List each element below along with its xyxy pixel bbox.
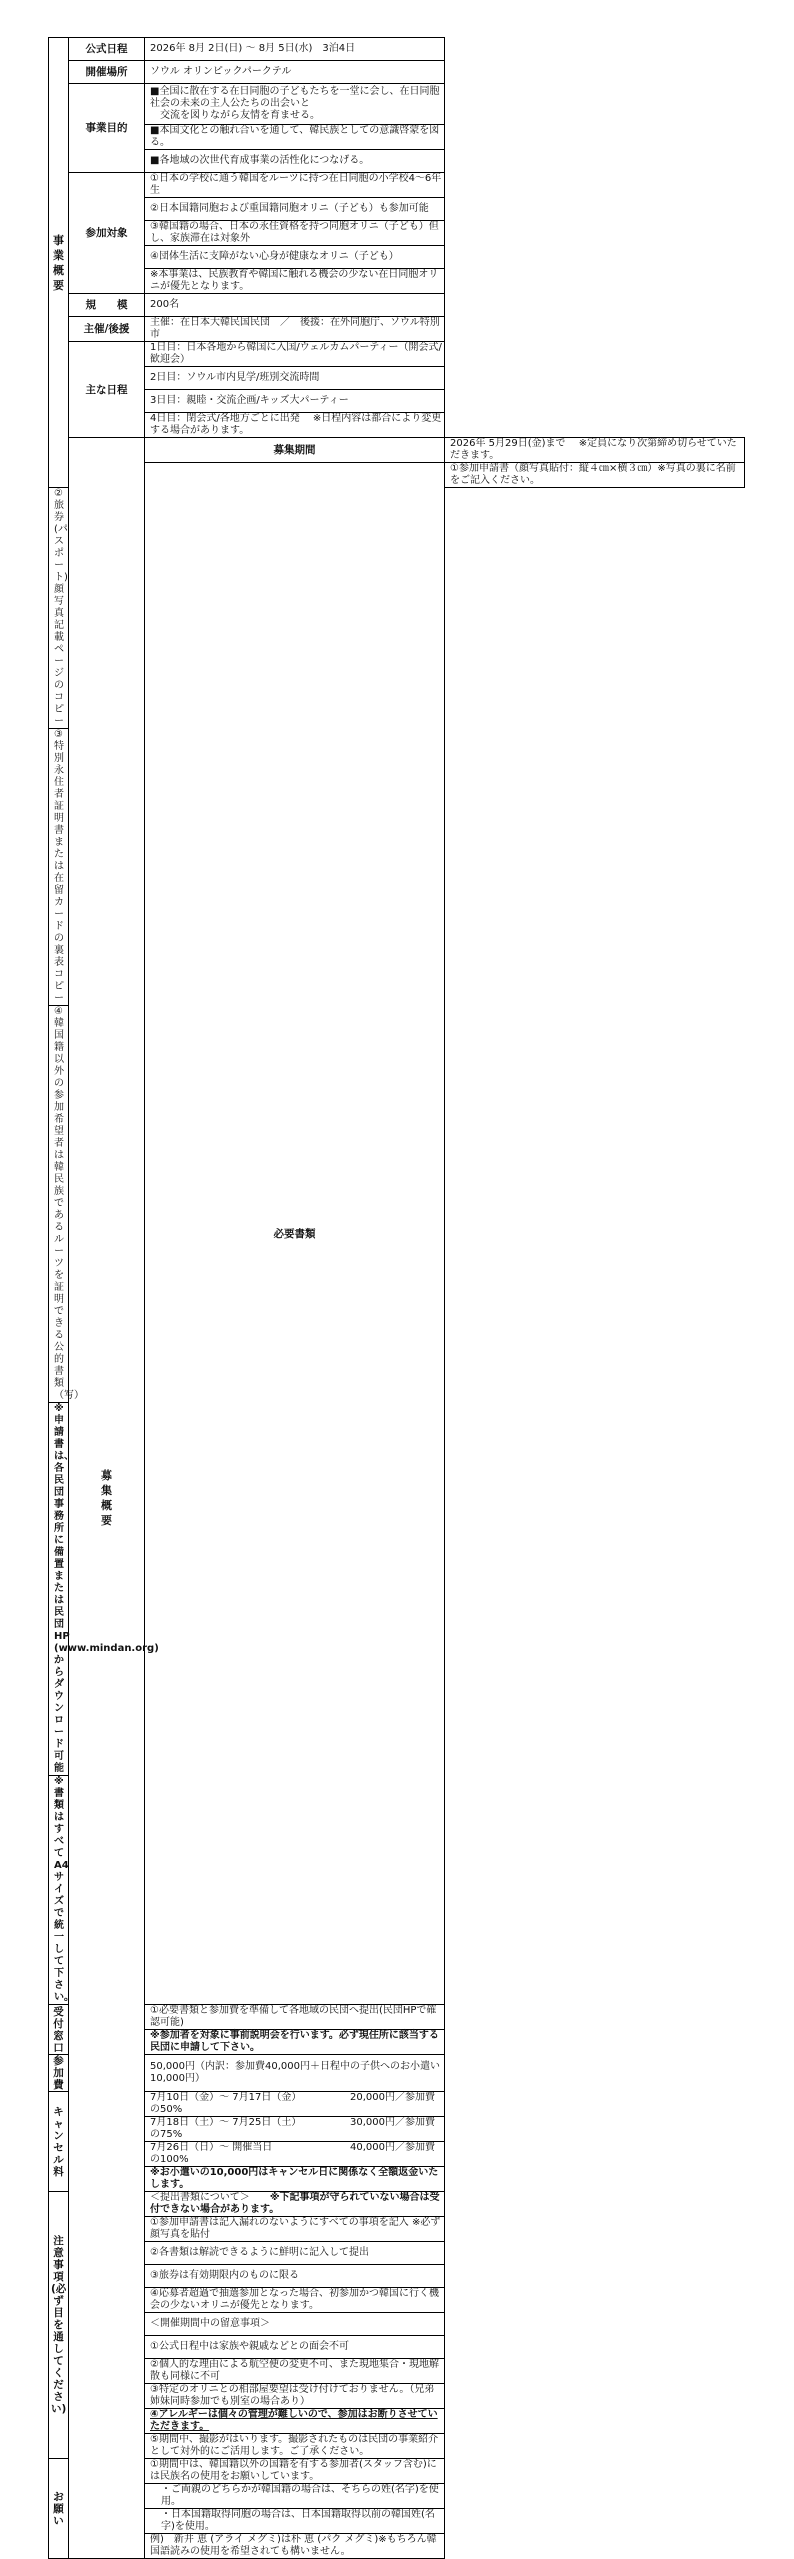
docs-item: ②旅券(パスポート)顔写真記載ページのコピー	[49, 488, 69, 729]
notes-submit-item: ③旅券は有効期限内のものに限る	[145, 2265, 445, 2288]
itinerary-label: 主な日程	[69, 342, 145, 438]
schedule-value: 2026年 8月 2日(日) ～ 8月 5日(水) 3泊4日	[145, 38, 445, 61]
notes-submit-item: ④応募者超過で抽選参加となった場合、初参加かつ韓国に行く機会の少ないオリニが優先となります。	[145, 2288, 445, 2313]
itinerary-item: 2日目：ソウル市内見学/班別交流時間	[145, 367, 445, 390]
cancel-row: 7月26日（日）～ 開催当日 40,000円／参加費の100%	[145, 2142, 445, 2167]
itinerary-item: 4日目：閉会式/各地方ごとに出発 ※日程内容は都合により変更する場合があります。	[145, 413, 445, 438]
request-item: ・ご両親のどちらかが韓国籍の場合は、そちらの姓(名字)を使用。	[145, 2484, 445, 2509]
notes-stay-item: ⑤期間中、撮影がはいります。撮影されたものは民団の事業紹介として対外的にご活用します。ご了承ください。	[145, 2434, 445, 2459]
window-label: 受付窓口	[49, 2005, 69, 2055]
fee-value: 50,000円（内訳：参加費40,000円＋日程中の子供へのお小遣い10,000円）	[145, 2055, 445, 2092]
period-label: 募集期間	[145, 438, 445, 463]
target-label: 参加対象	[69, 173, 145, 294]
itinerary-item: 3日目：親睦・交流企画/キッズ大パーティー	[145, 390, 445, 413]
cancel-note: ※お小遣いの10,000円はキャンセル日に関係なく全額返金いたします。	[145, 2167, 445, 2192]
request-item: ・日本国籍取得同胞の場合は、日本国籍取得以前の韓国姓(名字)を使用。	[145, 2509, 445, 2534]
cancel-row: 7月18日（土）～ 7月25日（土） 30,000円／参加費の75%	[145, 2117, 445, 2142]
window-item: ①必要書類と参加費を準備して各地域の民団へ提出(民団HPで確認可能)	[145, 2005, 445, 2030]
docs-item: ①参加申請書（顔写真貼付：縦４㎝×横３㎝）※写真の裏に名前をご記入ください。	[445, 463, 745, 488]
venue-value: ソウル オリンピックパークテル	[145, 61, 445, 84]
host-value: 主催：在日本大韓民国民団 ／ 後援：在外同胞庁、ソウル特別市	[145, 317, 445, 342]
purpose-label: 事業目的	[69, 84, 145, 173]
scale-label: 規 模	[69, 294, 145, 317]
target-item: ③韓国籍の場合、日本の永住資格を持つ同胞オリニ（子ども）但し、家族滞在は対象外	[145, 221, 445, 246]
purpose-item: ■全国に散在する在日同胞の子どもたちを一堂に会し、在日同胞社会の未来の主人公たちの出会いと 交流を図りながら友情を育ませる。	[145, 84, 445, 125]
cancel-label: キャンセル料	[49, 2092, 69, 2192]
itinerary-item: 1日目：日本各地から韓国に入国/ウェルカムパーティー（開会式/歓迎会）	[145, 342, 445, 367]
docs-note-download: ※申請書は、各民団事務所に備置または民団HP (www.mindan.org)からダウンロード可能	[49, 1403, 69, 1776]
docs-item: ④韓国籍以外の参加希望者は韓民族であるルーツを証明できる公的書類（写）	[49, 1006, 69, 1403]
request-label: お願い	[49, 2459, 69, 2559]
target-item: ②日本国籍同胞および重国籍同胞オリニ（子ども）も参加可能	[145, 198, 445, 221]
notes-stay-item: ①公式日程中は家族や親戚などとの面会不可	[145, 2336, 445, 2359]
scale-value: 200名	[145, 294, 445, 317]
notes-submit-head: ＜提出書類について＞ ※下記事項が守られていない場合は受付できない場合があります。	[145, 2192, 445, 2217]
docs-item: ③特別永住者証明書または在留カードの裏表コピー	[49, 729, 69, 1006]
request-item: ①期間中は、韓国籍以外の国籍を有する参加者(スタッフ含む)には民族名の使用をお願いしています。	[145, 2459, 445, 2484]
schedule-label: 公式日程	[69, 38, 145, 61]
request-example: 例) 新井 恵 (アライ メグミ)は朴 恵 (パク メグミ)※もちろん韓国語読みの使用を希望されても構いません。	[145, 2534, 445, 2559]
docs-note-a4: ※書類はすべてA4サイズで統一して下さい。	[49, 1776, 69, 2005]
venue-label: 開催場所	[69, 61, 145, 84]
target-item: ①日本の学校に通う韓国をルーツに持つ在日同胞の小学校4～6年生	[145, 173, 445, 198]
notes-submit-item: ①参加申請書は記入漏れのないようにすべての事項を記入 ※必ず顔写真を貼付	[145, 2217, 445, 2242]
purpose-item: ■本国文化との触れ合いを通して、韓民族としての意識啓蒙を図る。	[145, 125, 445, 150]
window-note: ※参加者を対象に事前説明会を行います。必ず現住所に該当する民団に申請して下さい。	[145, 2030, 445, 2055]
target-note: ※本事業は、民族教育や韓国に触れる機会の少ない在日同胞オリニが優先となります。	[145, 269, 445, 294]
cancel-row: 7月10日（金）～ 7月17日（金） 20,000円／参加費の50%	[145, 2092, 445, 2117]
period-value: 2026年 5月29日(金)まで ※定員になり次第締め切らせていただきます。	[445, 438, 745, 463]
fee-label: 参 加 費	[49, 2055, 69, 2092]
program-table	[48, 37, 745, 2559]
notes-stay-item: ②個人的な理由による航空便の変更不可、また現地集合・現地解散も同様に不可	[145, 2359, 445, 2384]
notes-stay-item: ③特定のオリニとの相部屋要望は受け付けておりません。（兄弟姉妹同時参加でも別室の場合あり）	[145, 2384, 445, 2409]
notes-label: 注意事項 (必ず目を通してく ださい)	[49, 2192, 69, 2459]
section-recruit: 募 集 概 要	[69, 438, 145, 2559]
host-label: 主催/後援	[69, 317, 145, 342]
notes-submit-item: ②各書類は解読できるように鮮明に記入して提出	[145, 2242, 445, 2265]
target-item: ④団体生活に支障がない心身が健康なオリニ（子ども）	[145, 246, 445, 269]
section-overview: 事 業 概 要	[49, 38, 69, 488]
docs-label: 必要書類	[145, 463, 445, 2005]
notes-stay-head: ＜開催期間中の留意事項＞	[145, 2313, 445, 2336]
notes-allergy: ④アレルギーは個々の管理が難しいので、参加はお断りさせていただきます。	[145, 2409, 445, 2434]
purpose-item: ■各地域の次世代育成事業の活性化につなげる。	[145, 150, 445, 173]
